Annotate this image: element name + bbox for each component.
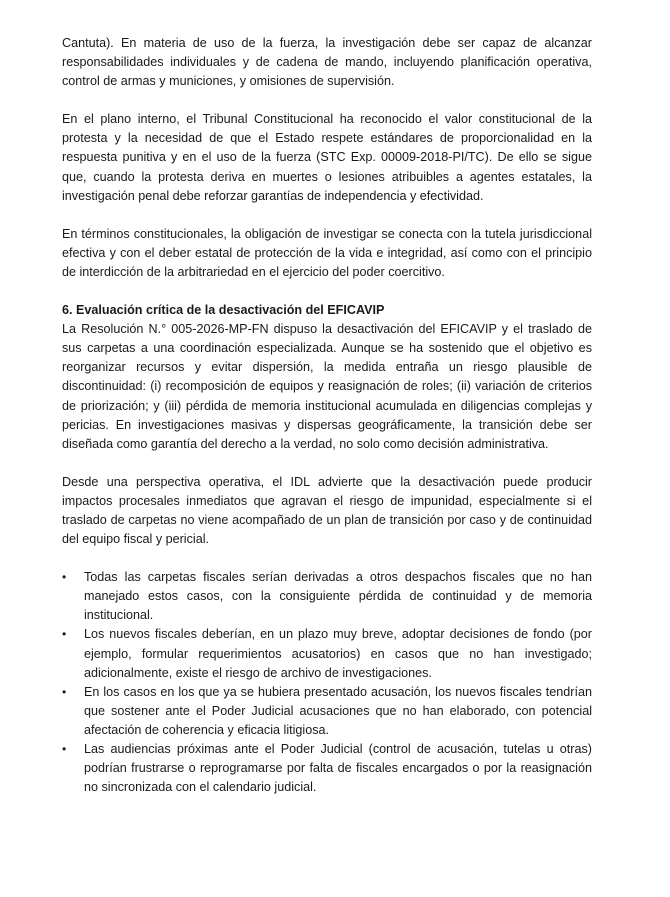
bullet-icon: •: [62, 684, 67, 699]
paragraph-use-of-force: Cantuta). En materia de uso de la fuerza, la investigación debe ser capaz de alcanzar responsabilidades individuales y de cadena de mando, incluyendo planificación operativa, control de armas y municiones, y omisiones de supervisión.: [62, 36, 592, 89]
paragraph-operational-perspective: Desde una perspectiva operativa, el IDL advierte que la desactivación puede producir impactos procesales inmediatos que agravan el riesgo de impunidad, especialmente si el traslado de carpetas no viene acompañado de un plan de transición por caso y de continuidad del equipo fiscal y pericial.: [62, 474, 592, 547]
list-item: [62, 683, 592, 740]
list-item-text: Todas las carpetas fiscales serían derivadas a otros despachos fiscales que no han manejado estos casos, con la consiguiente pérdida de continuidad y de memoria institucional.: [84, 570, 592, 623]
list-item-text: Las audiencias próximas ante el Poder Judicial (control de acusación, tutelas u otras) podrían frustrarse o reprogramarse por falta de fiscales encargados o por la reasignación no sincronizada con el calendario judicial.: [84, 742, 592, 795]
paragraph-constitutional-terms: En términos constitucionales, la obligación de investigar se conecta con la tutela jurisdiccional efectiva y con el deber estatal de protección de la vida e integridad, así como con el principio de interdicción de la arbitrariedad en el ejercicio del poder coercitivo.: [62, 226, 592, 279]
list-item: [62, 625, 592, 682]
section-heading: 6. Evaluación crítica de la desactivación del EFICAVIP: [62, 303, 385, 318]
bullet-icon: •: [62, 570, 67, 585]
impact-bullet-list: [62, 568, 592, 797]
list-item-text: En los casos en los que ya se hubiera presentado acusación, los nuevos fiscales tendrían que sostener ante el Poder Judicial acusaciones que no han elaborado, con potencial afectación de coherencia y eficacia litigiosa.: [84, 684, 592, 737]
bullet-icon: •: [62, 742, 67, 756]
list-item: [62, 740, 592, 797]
bullet-icon: •: [62, 627, 67, 642]
paragraph-constitutional-tribunal: En el plano interno, el Tribunal Constitucional ha reconocido el valor constitucional de la protesta y la necesidad de que el Estado respete estándares de proporcionalidad en la respuesta punitiva y en el uso de la fuerza (STC Exp. 00009-2018-PI/TC). De ello se sigue que, cuando la protesta deriva en muertes o lesiones atribuibles a agentes estatales, la investigación penal debe reforzar garantías de independencia y efectividad.: [62, 112, 592, 203]
list-item: [62, 568, 592, 625]
list-item-text: Los nuevos fiscales deberían, en un plazo muy breve, adoptar decisiones de fondo (por ejemplo, formular requerimientos acusatorios) en casos que no han investigado; adicionalmente, existe el riesgo de archivo de investigaciones.: [84, 627, 592, 680]
paragraph-resolution: La Resolución N.° 005-2026-MP-FN dispuso la desactivación del EFICAVIP y el traslado de sus carpetas a una coordinación especializada. Aunque se ha sostenido que el objetivo es reorganizar recursos y evitar dispersión, la medida entraña un riesgo plausible de discontinuidad: (i) recomposición de equipos y reasignación de roles; (ii) variación de criterios de priorización; y (iii) pérdida de memoria institucional acumulada en diligencias complejas y pericias. En investigaciones masivas y dispersas geográficamente, la transición debe ser diseñada como garantía del derecho a la verdad, no solo como decisión administrativa.: [62, 322, 592, 451]
document-page: [62, 34, 592, 797]
